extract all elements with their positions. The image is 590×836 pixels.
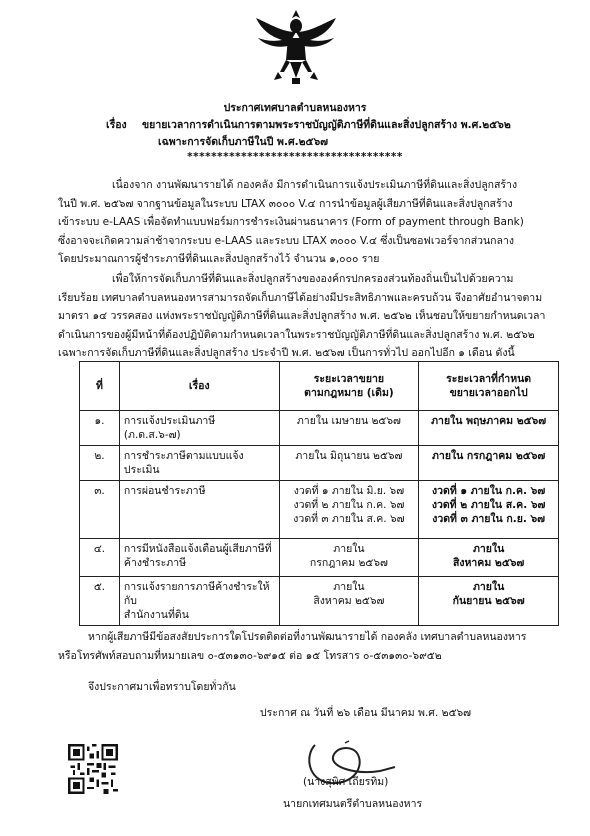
table-row <box>80 411 559 446</box>
row-no: ๒. <box>80 446 120 481</box>
extension-schedule-table <box>79 361 559 626</box>
row-new-period: ภายใน สิงหาคม ๒๕๖๗ <box>419 539 559 577</box>
paragraph-2-line: มาตรา ๑๔ วรรคสอง แห่งพระราชบัญญัติภาษีที่ดินและสิ่งปลูกสร้าง พ.ศ. ๒๕๖๒ เห็นชอบให้ขยายกำหนดเวลา <box>58 310 546 323</box>
subject-label: เรื่อง <box>106 119 127 131</box>
org-title: ประกาศเทศบาลตำบลหนองหาร <box>223 102 367 114</box>
row-new-period: ภายใน กรกฎาคม ๒๕๖๗ <box>419 446 559 481</box>
paragraph-1-line: โดยประมาณการผู้ชำระภาษีที่ดินและสิ่งปลูกสร้างไว้ จำนวน ๑,๐๐๐ ราย <box>58 253 380 266</box>
contact-line: หากผู้เสียภาษีมีข้อสงสัยประการใดโปรดติดต่อที่งานพัฒนารายได้ กองคลัง เทศบาลตำบลหนองหาร <box>88 631 527 643</box>
row-new-period: ภายใน พฤษภาคม ๒๕๖๗ <box>419 411 559 446</box>
paragraph-2-line: ดำเนินการของผู้มีหน้าที่ต้องปฏิบัติตามกำหนดเวลาในพระราชบัญญัติภาษีที่ดินและสิ่งปลูกสร้าง พ.ศ. ๒๕๖๒ <box>58 328 535 341</box>
stars-divider: ************************************ <box>187 151 403 163</box>
paragraph-1 <box>58 176 553 269</box>
paragraph-2-line: เพื่อให้การจัดเก็บภาษีที่ดินและสิ่งปลูกสร้างขององค์กรปกครองส่วนท้องถิ่นเป็นไปด้วยความ <box>112 273 514 285</box>
row-new-period: งวดที่ ๑ ภายใน ก.ค. ๖๗ งวดที่ ๒ ภายใน ส.ค. ๖๗ งวดที่ ๓ ภายใน ก.ย. ๖๗ <box>419 481 559 539</box>
table-row <box>80 446 559 481</box>
table-header-row <box>80 362 559 411</box>
paragraph-2-line: เรียบร้อย เทศบาลตำบลหนองหารสามารถจัดเก็บภาษีได้อย่างมีประสิทธิภาพและครบถ้วน จึงอาศัยอำนาจตาม <box>58 291 543 304</box>
header-new-period: ระยะเวลาที่กำหนด ขยายเวลาออกไป <box>419 362 559 411</box>
header-old-period: ระยะเวลาขยาย ตามกฎหมาย (เดิม) <box>279 362 419 411</box>
row-new-period: ภายใน กันยายน ๒๕๖๗ <box>419 577 559 626</box>
contact-paragraph <box>58 628 553 665</box>
subject-title: ขยายเวลาการดำเนินการตามพระราชบัญญัติภาษีที่ดินและสิ่งปลูกสร้าง พ.ศ.๒๕๖๒ <box>142 119 511 131</box>
paragraph-1-line: ในปี พ.ศ. ๒๕๖๗ จากฐานข้อมูลในระบบ LTAX ๓๐๐๐ V.๔ การนำข้อมูลผู้เสียภาษีที่ดินและสิ่งปลูกสร้าง <box>58 197 513 210</box>
subject-title-line2: เฉพาะการจัดเก็บภาษีในปี พ.ศ.๒๕๖๗ <box>158 136 329 148</box>
paragraph-1-line: เนื่องจาก งานพัฒนารายได้ กองคลัง มีการดำเนินการแจ้งประเมินภาษีที่ดินและสิ่งปลูกสร้าง <box>112 179 518 191</box>
row-old-period: ภายใน สิงหาคม ๒๕๖๗ <box>279 577 419 626</box>
signer-title: นายกเทศมนตรีตำบลหนองหาร <box>283 798 423 810</box>
row-old-period: ภายใน กรกฎาคม ๒๕๖๗ <box>279 539 419 577</box>
announce-date: ประกาศ ณ วันที่ ๒๖ เดือน มีนาคม พ.ศ. ๒๕๖๗ <box>260 707 472 719</box>
paragraph-2-line: เฉพาะการจัดเก็บภาษีที่ดินและสิ่งปลูกสร้าง ประจำปี พ.ศ. ๒๕๖๗ เป็นการทั่วไป ออกไปอีก ๑ เดือน ดังนี้ <box>58 347 515 360</box>
signer-name: (นางสุพิศ เถียรทิม) <box>303 776 389 788</box>
qr-code-icon <box>68 744 118 794</box>
garuda-emblem-icon <box>252 6 340 90</box>
paragraph-1-line: ซึ่งอาจจะเกิดความล่าช้าจากระบบ e-LAAS และระบบ LTAX ๓๐๐๐ V.๔ ซึ่งเป็นซอฟเวอร์จากส่วนกลาง <box>58 234 514 247</box>
table-row <box>80 481 559 539</box>
row-topic: การชำระภาษีตามแบบแจ้งประเมิน <box>119 446 279 481</box>
row-no: ๑. <box>80 411 120 446</box>
header-topic: เรื่อง <box>119 362 279 411</box>
row-no: ๓. <box>80 481 120 539</box>
row-old-period: ภายใน มิถุนายน ๒๕๖๗ <box>279 446 419 481</box>
row-old-period: ภายใน เมษายน ๒๕๖๗ <box>279 411 419 446</box>
paragraph-2 <box>58 270 553 363</box>
closing-statement: จึงประกาศมาเพื่อทราบโดยทั่วกัน <box>88 681 236 693</box>
row-old-period: งวดที่ ๑ ภายใน มิ.ย. ๖๗ งวดที่ ๒ ภายใน ก.ค. ๖๗ งวดที่ ๓ ภายใน ส.ค. ๖๗ <box>279 481 419 539</box>
table-row <box>80 539 559 577</box>
row-no: ๔. <box>80 539 120 577</box>
row-topic: การผ่อนชำระภาษี <box>119 481 279 539</box>
contact-line: หรือโทรศัพท์สอบถามที่หมายเลข ๐-๕๓๑๓๐-๖๙๑๕ ต่อ ๑๕ โทรสาร ๐-๕๓๑๓๐-๖๙๕๒ <box>58 649 442 662</box>
row-topic: การแจ้งประเมินภาษี (ภ.ด.ส.๖-๗) <box>119 411 279 446</box>
row-no: ๕. <box>80 577 120 626</box>
table-row <box>80 577 559 626</box>
paragraph-1-line: เข้าระบบ e-LAAS เพื่อจัดทำแบบฟอร์มการชำระเงินผ่านธนาคาร (Form of payment through Bank) <box>58 216 524 229</box>
header-no: ที่ <box>80 362 120 411</box>
row-topic: การแจ้งรายการภาษีค้างชำระให้กับ สำนักงานที่ดิน <box>119 577 279 626</box>
row-topic: การมีหนังสือแจ้งเตือนผู้เสียภาษีที่ ค้างชำระภาษี <box>119 539 279 577</box>
